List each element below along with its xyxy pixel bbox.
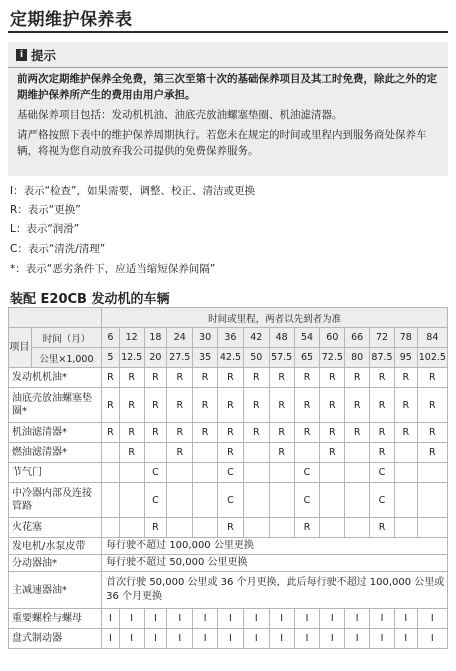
interval-cell xyxy=(144,443,167,463)
interval-cell: R xyxy=(119,368,144,388)
interval-cell: R xyxy=(243,423,269,443)
interval-cell: R xyxy=(345,368,370,388)
interval-cell: C xyxy=(370,483,395,518)
table-row xyxy=(9,518,448,538)
interval-cell: R xyxy=(269,423,294,443)
interval-cell: R xyxy=(218,518,244,538)
interval-cell xyxy=(243,463,269,483)
month-cell: 18 xyxy=(144,328,167,348)
notice-box xyxy=(8,42,448,176)
interval-cell xyxy=(394,483,417,518)
maintenance-table xyxy=(8,307,448,649)
legend-severe: *：表示“恶劣条件下，应适当缩短保养间隔” xyxy=(10,263,216,275)
interval-cell xyxy=(193,463,218,483)
interval-cell xyxy=(345,518,370,538)
table-row xyxy=(9,572,448,609)
interval-cell: I xyxy=(370,629,395,649)
interval-cell xyxy=(417,463,447,483)
km-cell: 35 xyxy=(193,348,218,368)
interval-cell: R xyxy=(345,423,370,443)
month-cell: 24 xyxy=(167,328,193,348)
interval-cell: R xyxy=(417,443,447,463)
interval-cell: R xyxy=(193,423,218,443)
km-cell: 80 xyxy=(345,348,370,368)
interval-cell: I xyxy=(320,629,345,649)
interval-cell: R xyxy=(294,388,320,423)
interval-cell: R xyxy=(243,368,269,388)
interval-cell: R xyxy=(294,518,320,538)
months-label: 时间（月） xyxy=(31,328,101,348)
section-title: 装配 E20CB 发动机的车辆 xyxy=(10,292,170,307)
interval-cell xyxy=(193,518,218,538)
title-divider xyxy=(8,31,448,33)
interval-cell: R xyxy=(417,423,447,443)
interval-cell xyxy=(167,518,193,538)
notice-divider xyxy=(8,67,448,68)
interval-cell: I xyxy=(243,629,269,649)
interval-cell xyxy=(102,463,120,483)
km-cell: 87.5 xyxy=(370,348,395,368)
km-cell: 57.5 xyxy=(269,348,294,368)
interval-cell: R xyxy=(294,368,320,388)
table-row xyxy=(9,368,448,388)
interval-cell: R xyxy=(144,423,167,443)
interval-cell: R xyxy=(320,443,345,463)
interval-cell xyxy=(345,483,370,518)
km-cell: 102.5 xyxy=(417,348,447,368)
interval-cell: R xyxy=(144,388,167,423)
month-cell: 42 xyxy=(243,328,269,348)
legend-clean: C：表示“清洗/清理” xyxy=(10,243,106,255)
table-header-row xyxy=(9,308,448,328)
interval-cell: I xyxy=(269,629,294,649)
month-cell: 12 xyxy=(119,328,144,348)
interval-cell: C xyxy=(370,463,395,483)
interval-cell: R xyxy=(320,423,345,443)
km-cell: 65 xyxy=(294,348,320,368)
interval-cell xyxy=(294,443,320,463)
table-corner-cell xyxy=(9,308,102,328)
interval-cell: I xyxy=(345,629,370,649)
interval-cell: R xyxy=(417,388,447,423)
interval-cell: I xyxy=(218,629,244,649)
interval-cell: I xyxy=(294,629,320,649)
interval-cell: I xyxy=(119,629,144,649)
table-top-header: 时间或里程，两者以先到者为准 xyxy=(102,308,448,328)
interval-cell: R xyxy=(119,443,144,463)
item-name: 节气门 xyxy=(9,463,102,483)
interval-cell: R xyxy=(370,423,395,443)
month-cell: 66 xyxy=(345,328,370,348)
km-cell: 27.5 xyxy=(167,348,193,368)
interval-cell xyxy=(320,483,345,518)
table-row xyxy=(9,463,448,483)
notice-heading-label: 提示 xyxy=(31,48,57,63)
interval-cell: R xyxy=(218,388,244,423)
interval-cell: C xyxy=(294,483,320,518)
item-name: 火花塞 xyxy=(9,518,102,538)
item-name: 分动器油* xyxy=(9,555,102,572)
interval-cell xyxy=(394,443,417,463)
month-cell: 84 xyxy=(417,328,447,348)
table-row xyxy=(9,443,448,463)
interval-cell: R xyxy=(144,368,167,388)
interval-cell: R xyxy=(167,443,193,463)
interval-cell: R xyxy=(167,388,193,423)
interval-cell: R xyxy=(370,368,395,388)
notice-paragraph-schedule: 请严格按照下表中的维护保养周期执行。若您未在规定的时间或里程内到服务商处保养车辆，将视为您自动放弃我公司提供的免费保养服务。 xyxy=(17,129,427,157)
month-cell: 48 xyxy=(269,328,294,348)
interval-cell xyxy=(243,518,269,538)
interval-note: 首次行驶 50,000 公里或 36 个月更换，此后每行驶不超过 100,000 公里或 36 个月更换 xyxy=(102,572,448,609)
interval-cell: R xyxy=(269,388,294,423)
interval-cell: R xyxy=(417,368,447,388)
km-cell: 72.5 xyxy=(320,348,345,368)
interval-cell: R xyxy=(320,368,345,388)
km-cell: 95 xyxy=(394,348,417,368)
km-label: 公里×1,000 xyxy=(31,348,101,368)
month-cell: 54 xyxy=(294,328,320,348)
interval-cell xyxy=(102,483,120,518)
item-name: 发电机/水泵皮带 xyxy=(9,538,102,555)
interval-cell: I xyxy=(119,609,144,629)
interval-cell: R xyxy=(102,368,120,388)
legend-inspect: I：表示“检查”，如果需要，调整、校正、清洁或更换 xyxy=(10,185,255,197)
interval-cell xyxy=(193,443,218,463)
interval-cell xyxy=(167,483,193,518)
interval-cell xyxy=(102,518,120,538)
interval-cell: I xyxy=(370,609,395,629)
item-name: 燃油滤清器* xyxy=(9,443,102,463)
interval-cell: R xyxy=(269,443,294,463)
interval-cell: R xyxy=(167,423,193,443)
interval-cell xyxy=(269,518,294,538)
item-name: 油底壳放油螺塞垫圈* xyxy=(9,388,102,423)
notice-paragraph-basic-items: 基础保养项目包括：发动机机油、油底壳放油螺塞垫圈、机油滤清器。 xyxy=(17,109,343,121)
table-row xyxy=(9,388,448,423)
interval-cell: R xyxy=(269,368,294,388)
interval-cell: R xyxy=(243,388,269,423)
interval-note: 每行驶不超过 50,000 公里更换 xyxy=(102,555,448,572)
page-title: 定期维护保养表 xyxy=(10,10,133,30)
interval-cell: I xyxy=(269,609,294,629)
interval-cell: I xyxy=(193,629,218,649)
interval-cell: I xyxy=(345,609,370,629)
interval-cell: R xyxy=(394,388,417,423)
interval-cell xyxy=(269,483,294,518)
km-cell: 12.5 xyxy=(119,348,144,368)
interval-cell: I xyxy=(167,629,193,649)
item-name: 发动机机油* xyxy=(9,368,102,388)
interval-cell: I xyxy=(193,609,218,629)
legend-replace: R：表示“更换” xyxy=(10,204,81,216)
km-row xyxy=(9,348,448,368)
interval-cell: R xyxy=(370,443,395,463)
item-name: 机油滤清器* xyxy=(9,423,102,443)
interval-cell xyxy=(320,463,345,483)
interval-cell: R xyxy=(394,423,417,443)
interval-cell xyxy=(394,518,417,538)
interval-cell xyxy=(119,518,144,538)
interval-cell xyxy=(119,483,144,518)
table-row xyxy=(9,483,448,518)
interval-cell: C xyxy=(294,463,320,483)
item-name: 主减速器油* xyxy=(9,572,102,609)
interval-cell: R xyxy=(218,423,244,443)
interval-cell: I xyxy=(144,609,167,629)
interval-cell: C xyxy=(218,463,244,483)
month-cell: 60 xyxy=(320,328,345,348)
interval-cell: R xyxy=(102,388,120,423)
km-cell: 20 xyxy=(144,348,167,368)
interval-note: 每行驶不超过 100,000 公里更换 xyxy=(102,538,448,555)
table-row xyxy=(9,423,448,443)
interval-cell: C xyxy=(144,483,167,518)
interval-cell: I xyxy=(394,609,417,629)
month-cell: 36 xyxy=(218,328,244,348)
interval-cell xyxy=(193,483,218,518)
item-name: 重要螺栓与螺母 xyxy=(9,609,102,629)
km-cell: 42.5 xyxy=(218,348,244,368)
interval-cell: R xyxy=(345,388,370,423)
km-cell: 50 xyxy=(243,348,269,368)
interval-cell: R xyxy=(294,423,320,443)
interval-cell xyxy=(345,443,370,463)
interval-cell: I xyxy=(243,609,269,629)
table-row xyxy=(9,538,448,555)
interval-cell xyxy=(119,463,144,483)
interval-cell xyxy=(102,443,120,463)
interval-cell xyxy=(394,463,417,483)
km-cell: 5 xyxy=(102,348,120,368)
item-name: 中冷器内部及连接管路 xyxy=(9,483,102,518)
interval-cell: R xyxy=(167,368,193,388)
interval-cell: I xyxy=(294,609,320,629)
item-column-header: 项目 xyxy=(9,328,32,368)
table-row xyxy=(9,555,448,572)
interval-cell xyxy=(417,483,447,518)
item-name: 盘式制动器 xyxy=(9,629,102,649)
month-cell: 6 xyxy=(102,328,120,348)
interval-cell: R xyxy=(370,388,395,423)
interval-cell: I xyxy=(417,629,447,649)
interval-cell xyxy=(417,518,447,538)
interval-cell: R xyxy=(218,443,244,463)
legend-lubricate: L：表示“润滑” xyxy=(10,223,80,235)
month-cell: 72 xyxy=(370,328,395,348)
interval-cell: I xyxy=(218,609,244,629)
interval-cell: R xyxy=(320,388,345,423)
interval-cell: R xyxy=(394,368,417,388)
month-cell: 30 xyxy=(193,328,218,348)
interval-cell: R xyxy=(370,518,395,538)
months-row xyxy=(9,328,448,348)
interval-cell xyxy=(269,463,294,483)
interval-cell: C xyxy=(218,483,244,518)
info-icon: i xyxy=(16,49,27,61)
interval-cell: I xyxy=(417,609,447,629)
interval-cell: R xyxy=(193,368,218,388)
interval-cell: I xyxy=(167,609,193,629)
interval-cell xyxy=(243,483,269,518)
interval-cell: R xyxy=(119,423,144,443)
interval-cell: R xyxy=(144,518,167,538)
interval-cell xyxy=(243,443,269,463)
interval-cell: I xyxy=(394,629,417,649)
interval-cell: R xyxy=(102,423,120,443)
interval-cell: I xyxy=(320,609,345,629)
interval-cell: R xyxy=(119,388,144,423)
interval-cell: R xyxy=(193,388,218,423)
table-row xyxy=(9,609,448,629)
month-cell: 78 xyxy=(394,328,417,348)
interval-cell: I xyxy=(102,609,120,629)
interval-cell xyxy=(320,518,345,538)
interval-cell: I xyxy=(102,629,120,649)
notice-heading xyxy=(16,46,56,64)
interval-cell xyxy=(345,463,370,483)
interval-cell: I xyxy=(144,629,167,649)
interval-cell xyxy=(167,463,193,483)
notice-paragraph-free-service: 前两次定期维护保养全免费，第三次至第十次的基础保养项目及其工时免费，除此之外的定期维护保养所产生的费用由用户承担。 xyxy=(17,73,437,101)
interval-cell: R xyxy=(218,368,244,388)
table-row xyxy=(9,629,448,649)
interval-cell: C xyxy=(144,463,167,483)
